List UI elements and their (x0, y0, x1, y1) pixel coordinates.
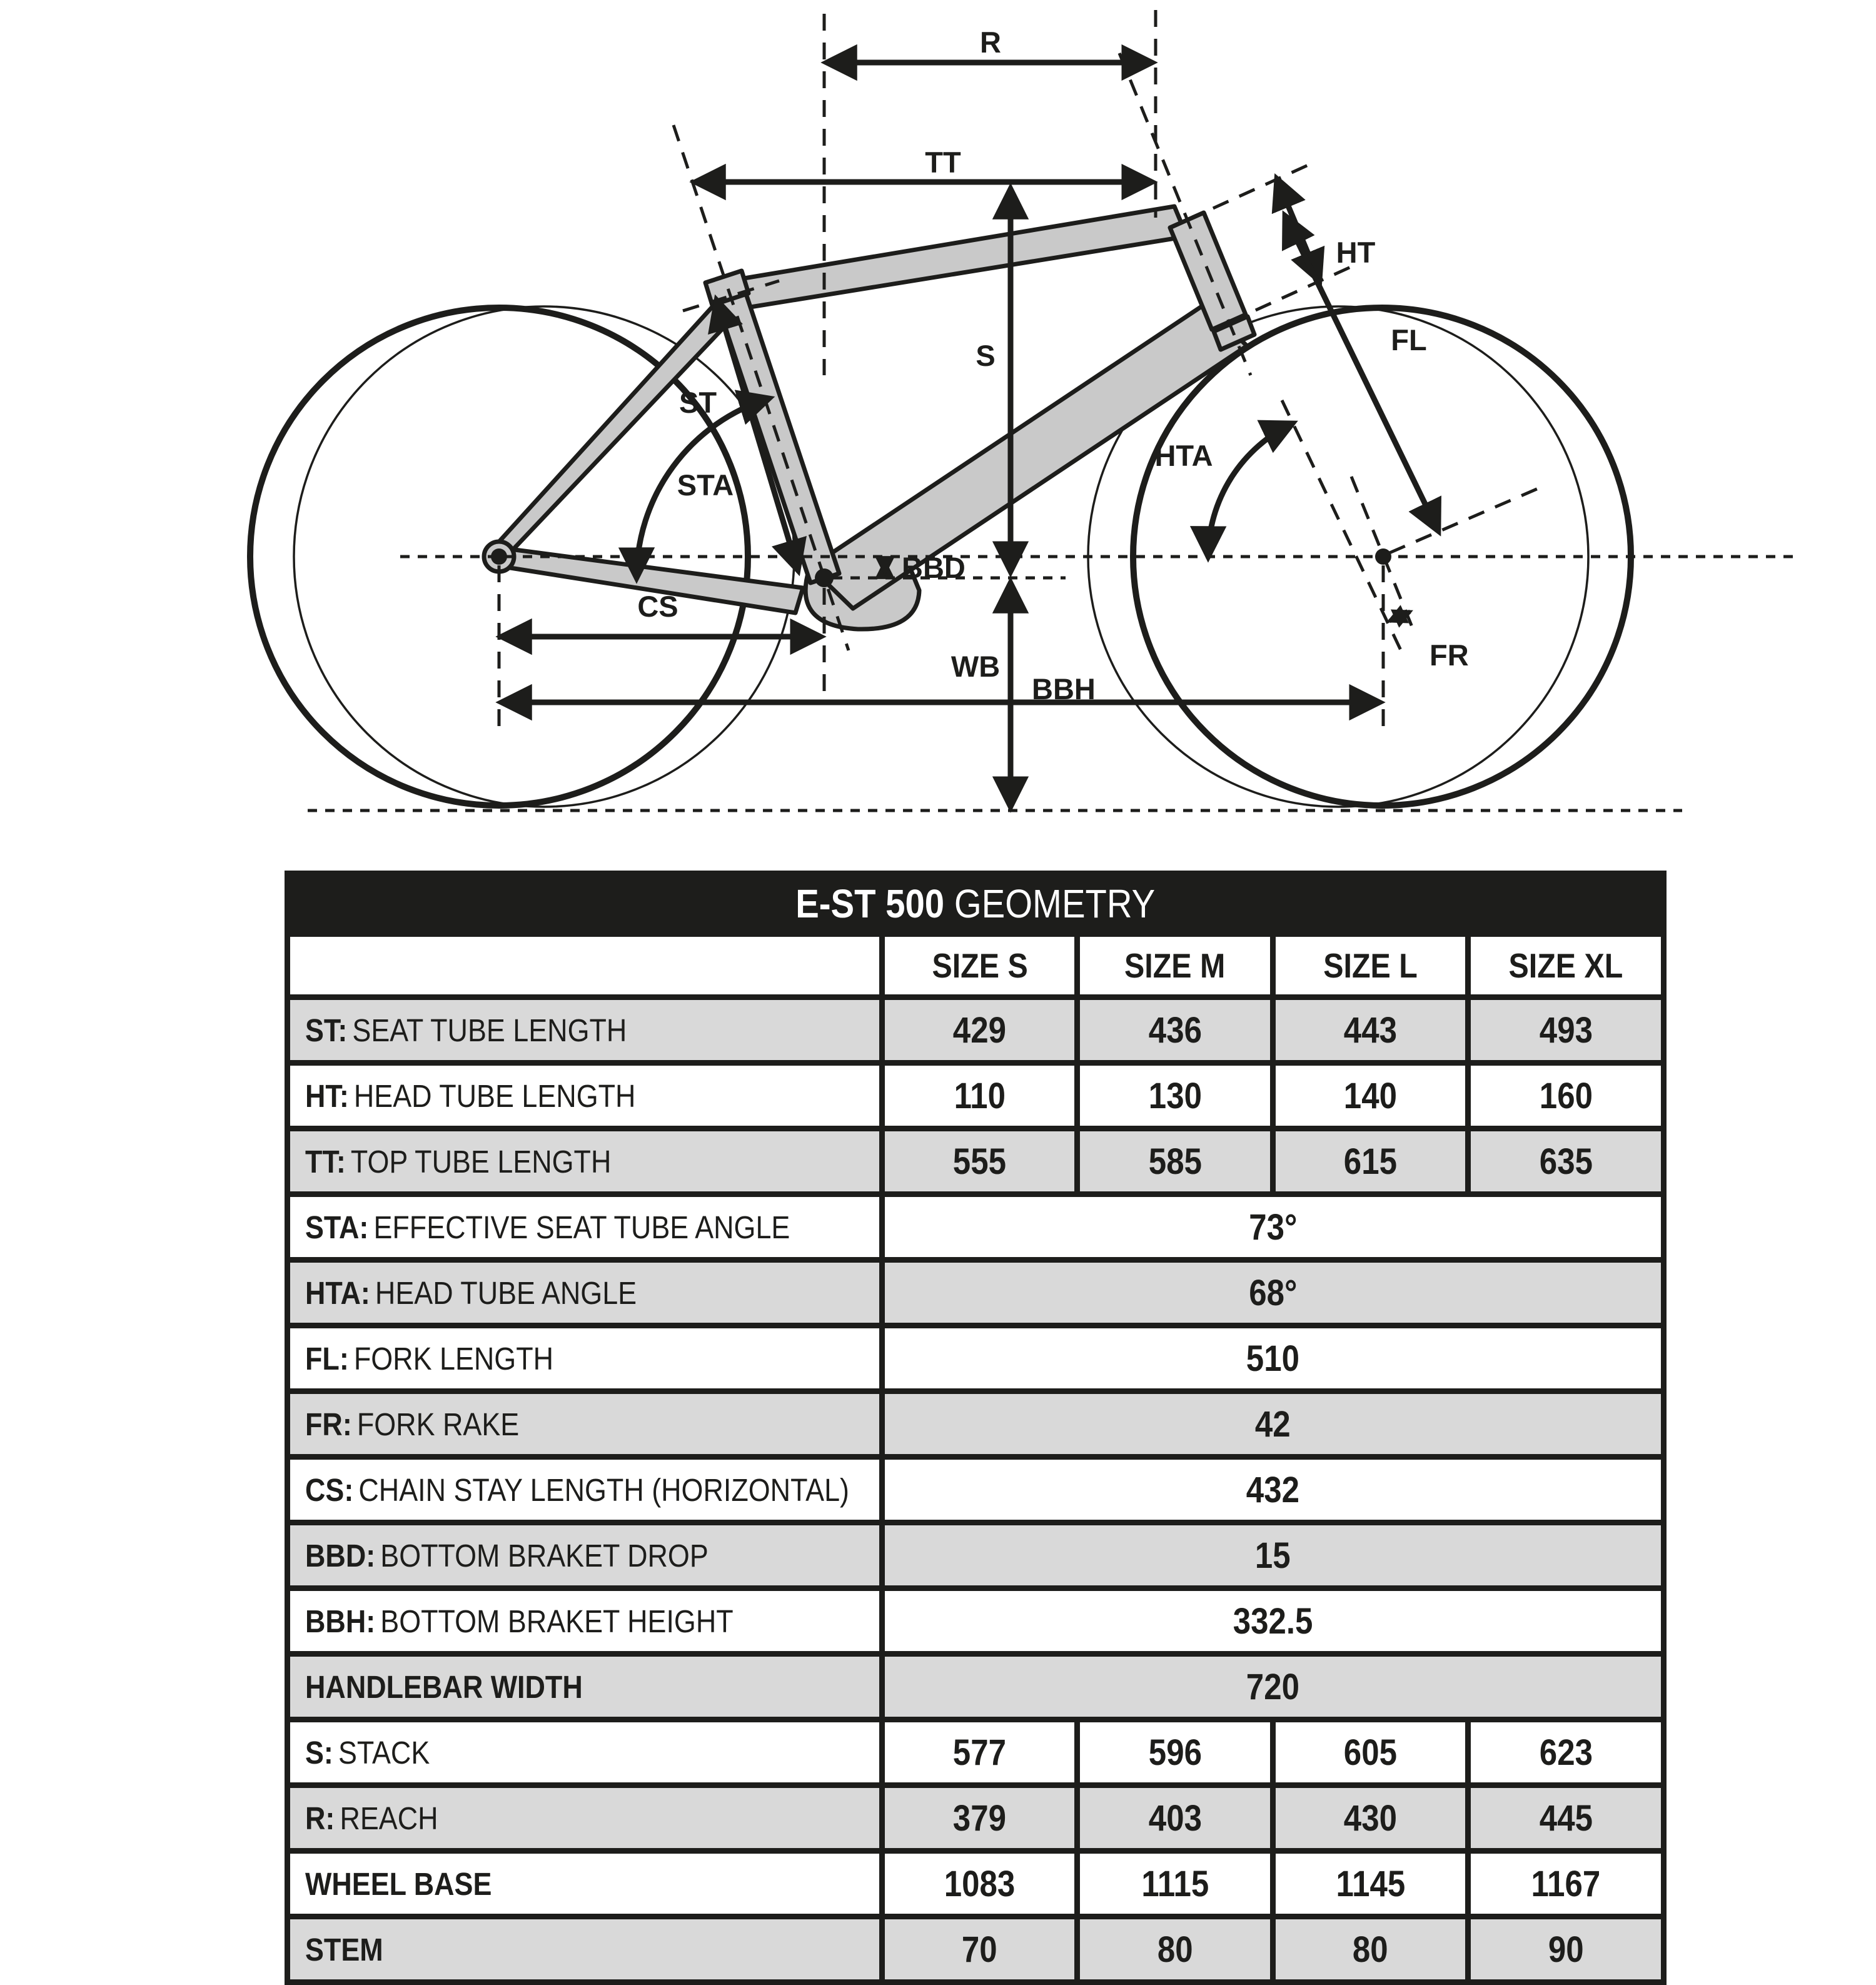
value-cell: 1145 (1273, 1851, 1468, 1917)
value-cell: 443 (1273, 998, 1468, 1063)
frame (484, 206, 1254, 629)
value-cell: 1083 (882, 1851, 1077, 1917)
row-label: HT: HEAD TUBE LENGTH (288, 1063, 882, 1129)
value-cell: 90 (1468, 1917, 1664, 1982)
dim-label-bb-drop: BBD (902, 551, 966, 584)
value-cell: 80 (1077, 1917, 1273, 1982)
value-cell: 623 (1468, 1720, 1664, 1785)
value-cell: 430 (1273, 1785, 1468, 1851)
front-axle-dot (1375, 548, 1391, 565)
bike-geometry-diagram (0, 0, 1876, 871)
row-label: R: REACH (288, 1785, 882, 1851)
row-seat-tube-length (288, 998, 1664, 1063)
row-label: FL: FORK LENGTH (288, 1326, 882, 1392)
value-cell: 445 (1468, 1785, 1664, 1851)
value-cell: 615 (1273, 1129, 1468, 1195)
row-stack (288, 1720, 1664, 1785)
size-header-xl: SIZE XL (1468, 934, 1664, 998)
row-fork-rake (288, 1392, 1664, 1457)
bottom-bracket-dot (815, 568, 834, 587)
row-label: STA: EFFECTIVE SEAT TUBE ANGLE (288, 1195, 882, 1260)
dim-label-seat-angle: STA (677, 468, 734, 502)
row-handlebar-width (288, 1654, 1664, 1720)
rear-axle-dot (491, 548, 507, 565)
row-label: FR: FORK RAKE (288, 1392, 882, 1457)
table-title (288, 874, 1664, 934)
dim-label-reach: R (980, 26, 1001, 59)
head-angle-arc (1208, 423, 1293, 557)
value-cell: 70 (882, 1917, 1077, 1982)
size-header-row (288, 934, 1664, 998)
row-label: S: STACK (288, 1720, 882, 1785)
dim-label-bb-height: BBH (1032, 672, 1096, 705)
value-cell-merged: 332.5 (882, 1589, 1663, 1654)
value-cell: 1115 (1077, 1851, 1273, 1917)
row-seat-tube-angle (288, 1195, 1664, 1260)
dim-label-fork-rake: FR (1430, 639, 1469, 672)
table-title-row (288, 874, 1664, 934)
row-bottom-bracket-drop (288, 1523, 1664, 1589)
row-label: HANDLEBAR WIDTH (288, 1654, 882, 1720)
size-header-s: SIZE S (882, 934, 1077, 998)
value-cell: 605 (1273, 1720, 1468, 1785)
value-cell: 429 (882, 998, 1077, 1063)
seat-stay (494, 302, 735, 561)
size-header-empty (288, 934, 882, 998)
value-cell-merged: 73° (882, 1195, 1663, 1260)
row-reach (288, 1785, 1664, 1851)
value-cell: 585 (1077, 1129, 1273, 1195)
geometry-table (285, 871, 1667, 1985)
top-tube (718, 206, 1187, 311)
row-label: HTA: HEAD TUBE ANGLE (288, 1260, 882, 1326)
dim-label-fork-length: FL (1391, 323, 1427, 356)
value-cell: 635 (1468, 1129, 1664, 1195)
table-title-model: E-ST 500 (795, 881, 945, 926)
dim-label-top-tube: TT (925, 146, 961, 179)
head-tube-arrow (1277, 179, 1319, 281)
size-header-l: SIZE L (1273, 934, 1468, 998)
row-label: ST: SEAT TUBE LENGTH (288, 998, 882, 1063)
head-top-perpendicular (1187, 161, 1316, 220)
steering-axis-lower (1282, 400, 1404, 657)
value-cell: 403 (1077, 1785, 1273, 1851)
row-fork-length (288, 1326, 1664, 1392)
value-cell-merged: 510 (882, 1326, 1663, 1392)
value-cell: 110 (882, 1063, 1077, 1129)
value-cell-merged: 68° (882, 1260, 1663, 1326)
value-cell: 596 (1077, 1720, 1273, 1785)
value-cell: 577 (882, 1720, 1077, 1785)
row-stem (288, 1917, 1664, 1982)
row-head-tube-length (288, 1063, 1664, 1129)
value-cell-merged: 720 (882, 1654, 1663, 1720)
row-label: BBH: BOTTOM BRAKET HEIGHT (288, 1589, 882, 1654)
row-head-tube-angle (288, 1260, 1664, 1326)
row-top-tube-length (288, 1129, 1664, 1195)
row-label: CS: CHAIN STAY LENGTH (HORIZONTAL) (288, 1457, 882, 1523)
row-label: STEM (288, 1917, 882, 1982)
row-chain-stay-length (288, 1457, 1664, 1523)
value-cell: 160 (1468, 1063, 1664, 1129)
row-label: TT: TOP TUBE LENGTH (288, 1129, 882, 1195)
dim-label-chainstay: CS (637, 590, 678, 623)
value-cell-merged: 432 (882, 1457, 1663, 1523)
value-cell: 1167 (1468, 1851, 1664, 1917)
value-cell: 555 (882, 1129, 1077, 1195)
axle-perpendicular (1389, 488, 1540, 553)
row-wheel-base (288, 1851, 1664, 1917)
value-cell: 436 (1077, 998, 1273, 1063)
dim-label-wheelbase: WB (951, 650, 1001, 683)
dim-label-head-tube: HT (1336, 236, 1376, 269)
dim-label-seat-tube: ST (678, 386, 717, 419)
row-bottom-bracket-height (288, 1589, 1664, 1654)
dim-label-stack: S (976, 339, 996, 372)
row-label: BBD: BOTTOM BRAKET DROP (288, 1523, 882, 1589)
value-cell: 379 (882, 1785, 1077, 1851)
size-header-m: SIZE M (1077, 934, 1273, 998)
value-cell: 140 (1273, 1063, 1468, 1129)
dim-label-head-angle: HTA (1154, 439, 1213, 472)
value-cell: 493 (1468, 998, 1664, 1063)
value-cell: 130 (1077, 1063, 1273, 1129)
value-cell-merged: 15 (882, 1523, 1663, 1589)
value-cell: 80 (1273, 1917, 1468, 1982)
table-title-suffix: GEOMETRY (954, 881, 1156, 926)
row-label: WHEEL BASE (288, 1851, 882, 1917)
value-cell-merged: 42 (882, 1392, 1663, 1457)
